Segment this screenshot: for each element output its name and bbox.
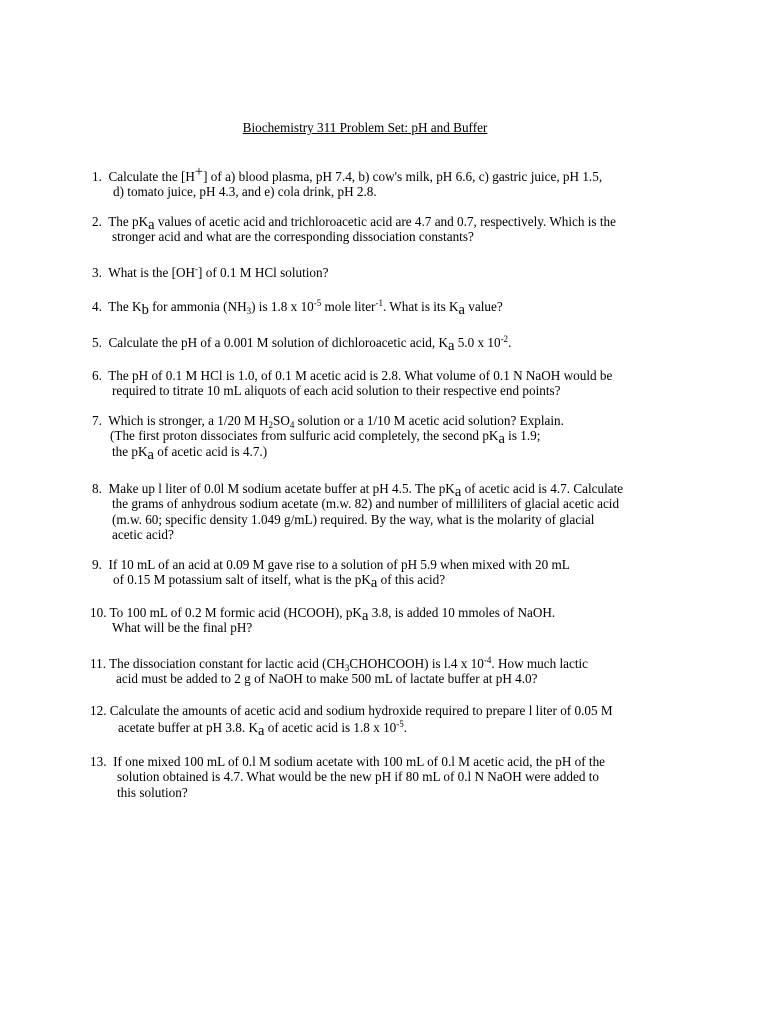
problem-13-line-2: solution obtained is 4.7. What would be the new pH if 80 mL of 0.l N NaOH were added to xyxy=(117,769,599,785)
problem-2-line-1: 2. The $pK_a$ values of acetic acid and trichloroacetic acid are 4.7 and 0.7, respectively. Which is the xyxy=(92,214,616,233)
problem-1-line-1: 1. Calculate the [H+] of a) blood plasma, pH 7.4, b) cow's milk, pH 6.6, c) gastric juice, pH 1.5, xyxy=(92,164,603,184)
problem-9-line-1: 9. If 10 mL of an acid at 0.09 M gave rise to a solution of pH 5.9 when mixed with 20 mL xyxy=(92,557,570,572)
problem-10 xyxy=(90,605,555,636)
page-title: Biochemistry 311 Problem Set: pH and Buffer xyxy=(242,120,488,135)
problem-13-line-1: 13. If one mixed 100 mL of 0.l M sodium acetate with 100 mL of 0.l M acetic acid, the pH of the xyxy=(90,754,606,769)
problem-6-line-1: 6. The pH of 0.1 M HCl is 1.0, of 0.1 M acetic acid is 2.8. What volume of 0.1 N NaOH would be xyxy=(92,368,613,383)
problem-2-line-2: stronger acid and what are the corresponding dissociation constants? xyxy=(112,229,474,245)
problem-8-line-2: the grams of anhydrous sodium acetate (m.w. 82) and number of milliliters of glacial acetic acid xyxy=(112,496,620,512)
problem-12-line-2: acetate buffer at pH 3.8. $K_a$ of acetic acid is 1.8 x $10^{-5}$. xyxy=(118,719,408,740)
problem-6-line-2: required to titrate 10 mL aliquots of each acid solution to their respective end points? xyxy=(112,383,561,399)
problem-12 xyxy=(90,703,613,740)
problem-8 xyxy=(92,481,623,542)
problem-7-line-3: the $pK_a$ of acetic acid is 4.7.) xyxy=(112,443,268,463)
problem-1-line-2: d) tomato juice, pH 4.3, and e) cola drink, pH 2.8. xyxy=(113,184,377,200)
problem-3 xyxy=(92,265,328,280)
problem-4 xyxy=(92,298,503,318)
problem-8-line-4: acetic acid? xyxy=(112,526,174,542)
problem-13 xyxy=(90,754,605,800)
problem-11-line-2: acid must be added to 2 g of NaOH to make 500 mL of lactate buffer at pH 4.0? xyxy=(116,671,538,687)
problem-8-line-1: 8. Make up l liter of 0.0l M sodium acetate buffer at pH 4.5. The $pK_a$ of acetic acid is 4.7. Calculate xyxy=(92,481,624,500)
problem-4-line-1: 4. The $K_b$ for ammonia $(NH_3)$ is 1.8 x $10^{-5}$ mole liter$^{-1}$. What is its $K_a$ value? xyxy=(92,298,503,318)
problem-7-line-1: 7. Which is stronger, a 1/20 M $H_2SO_4$ solution or a 1/10 M acetic acid solution? Explain. xyxy=(92,413,564,430)
problem-1 xyxy=(92,164,603,200)
problem-13-line-3: this solution? xyxy=(117,784,188,800)
problem-11 xyxy=(90,656,588,687)
problem-10-line-1: 10. To 100 mL of 0.2 M formic acid (HCOOH), $pK_a$ 3.8, is added 10 mmoles of NaOH. xyxy=(90,605,556,624)
problem-6 xyxy=(92,368,612,399)
problem-9 xyxy=(92,557,570,592)
problem-9-line-2: of 0.15 M potassium salt of itself, what is the $pK_a$ of this acid? xyxy=(113,572,446,592)
problem-11-line-1: 11. The dissociation constant for lactic acid $(CH_3CHOHCOOH)$ is l.4 x $10^{-4}$. How much lactic xyxy=(90,655,589,673)
problem-5-line-1: 5. Calculate the pH of a 0.001 M solution of dichloroacetic acid, $K_a$ 5.0 x $10^{-2}$. xyxy=(92,334,512,354)
problem-7-line-2: (The first proton dissociates from sulfuric acid completely, the second $pK_a$ is 1.9; xyxy=(110,428,541,448)
problem-10-line-2: What will be the final pH? xyxy=(112,620,253,636)
problem-12-line-1: 12. Calculate the amounts of acetic acid and sodium hydroxide required to prepare l liter of 0.05 M xyxy=(90,703,613,718)
problem-5 xyxy=(92,334,512,354)
problem-2 xyxy=(92,214,616,245)
problem-8-line-3: (m.w. 60; specific density 1.049 g/mL) required. By the way, what is the molarity of glacial xyxy=(112,511,595,527)
problem-3-line-1: 3. What is the [OH-] of 0.1 M HCl solution? xyxy=(92,264,329,280)
problem-7 xyxy=(92,413,564,463)
